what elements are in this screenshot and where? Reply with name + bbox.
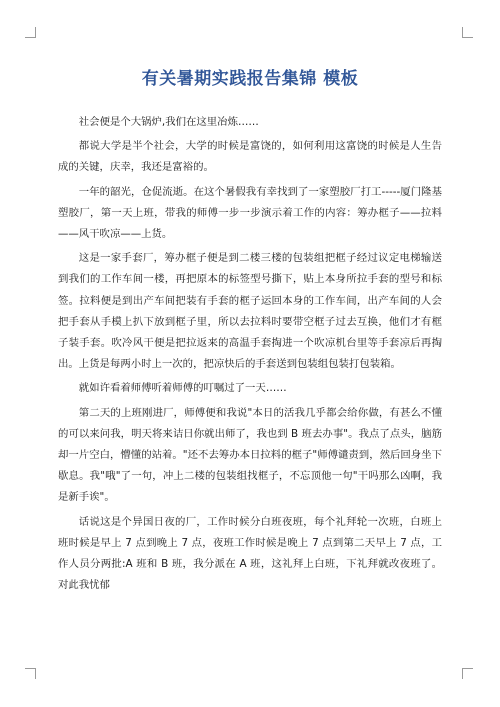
crop-mark-top-right — [462, 27, 473, 38]
paragraph: 第二天的上班刚进厂，师傅便和我说"本日的活我几乎都会给你做，有甚么不懂的可以来问我，明天将来诘日你就出师了，我也到 B 班去办事"。我点了点头，脑筋却一片空白，懵懂的站着。"还不去筹办本日拉料的框子"师傅谴责到，然后回身坐下歇息。我"哦"了一句，冲上二楼的包装组找框子，不忘顶他一句"干吗那么凶啊，我是新手诶"。 — [58, 406, 442, 504]
document-body — [58, 112, 442, 599]
paragraph: 话说这是个异国日夜的厂，工作时候分白班夜班，每个礼拜轮一次班，白班上班时候是早上 7 点到晚上 7 点，夜班工作时候是晚上 7 点到第二天早上 7 点，工作人员分两批:A 班和 B 班，我分派在 A 班，这礼拜上白班，下礼拜就改夜班了。对此我忧郁 — [58, 515, 442, 592]
paragraph: 这是一家手套厂，筹办框子便是到二楼三楼的包装组把框子经过议定电梯输送到我们的工作车间一楼，再把原本的标签型号撕下，贴上本身所拉手套的型号和标签。拉料便是到出产车间把装有手套的框子运回本身的工作车间，出产车间的人会把手套从手模上扒下放到框子里，所以去拉料时要带空框子过去互换，他们才有框子装手套。吹冷风干便是把拉返来的高温手套掏进一个吹凉机台里等手套凉后再掏出。上货是每两小时上一次的，把凉快后的手套送到包装组包装打包装箱。 — [58, 252, 442, 371]
paragraph: 社会便是个大锅炉,我们在这里冶炼…… — [78, 116, 259, 128]
paragraph: 就如许看着师傅听着师傅的叮嘱过了一天…… — [78, 382, 287, 395]
crop-mark-bottom-right — [462, 668, 473, 679]
paragraph: 都说大学是半个社会，大学的时候是富饶的，如何利用这富饶的时候是人生告成的关键，庆幸，我还是富裕的。 — [58, 140, 442, 174]
paragraph: 一年的韶光，仓促流逝。在这个暑假我有幸找到了一家塑胶厂打工-----厦门隆基塑胶厂，第一天上班，带我的师傅一步一步演示着工作的内容：筹办框子——拉料——风干吹凉——上货。 — [58, 185, 442, 241]
crop-mark-top-left — [25, 27, 36, 38]
crop-mark-bottom-left — [25, 668, 36, 679]
document-title: 有关暑期实践报告集锦 模板 — [141, 69, 359, 89]
